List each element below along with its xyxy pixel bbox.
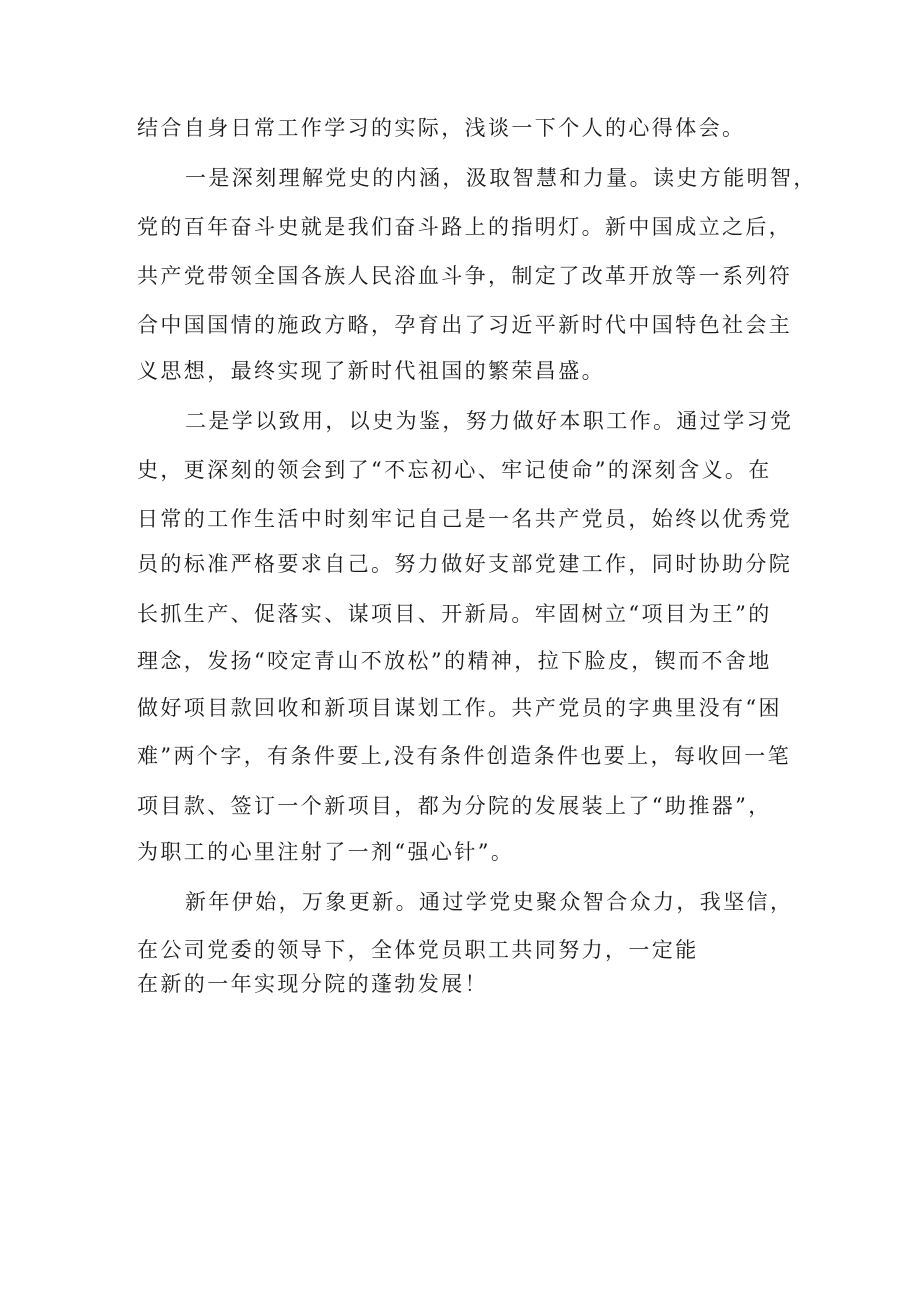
text-line: 为职工的心里注射了一剂“强心针”。 [137,840,515,864]
text-line: 合中国国情的施政方略，孕育出了习近平新时代中国特色社会主 [137,313,793,337]
text-line: 员的标准严格要求自己。努力做好支部党建工作，同时协助分院 [137,552,793,576]
text-line: 项目款、签订一个新项目，都为分院的发展装上了“助推器”， [137,794,772,818]
text-line: 义思想，最终实现了新时代祖国的繁荣昌盛。 [137,359,605,383]
text-line: 共产党带领全国各族人民浴血斗争，制定了改革开放等一系列符 [137,264,793,288]
text-line: 日常的工作生活中时刻牢记自己是一名共产党员，始终以优秀党 [137,507,793,531]
text-line: 难”两个字，有条件要上,没有条件创造条件也要上，每收回一笔 [137,744,792,768]
text-line: 新年伊始，万象更新。通过学党史聚众智合众力，我坚信， [185,890,794,914]
text-line: 史，更深刻的领会到了“不忘初心、牢记使命”的深刻含义。在 [137,458,772,482]
text-line: 结合自身日常工作学习的实际，浅谈一下个人的心得体会。 [137,116,746,140]
text-line: 二是学以致用，以史为鉴，努力做好本职工作。通过学习党 [185,409,794,433]
text-line: 在公司党委的领导下，全体党员职工共同努力，一定能 [137,938,699,962]
text-line: 长抓生产、促落实、谋项目、开新局。牢固树立“项目为王”的 [137,602,772,626]
text-line: 党的百年奋斗史就是我们奋斗路上的指明灯。新中国成立之后， [137,215,793,239]
text-line: 理念，发扬“咬定青山不放松”的精神，拉下脸皮，锲而不舍地 [137,649,772,673]
text-line: 在新的一年实现分院的蓬勃发展！ [137,972,488,996]
text-line: 做好项目款回收和新项目谋划工作。共产党员的字典里没有“困 [137,696,782,720]
text-line: 一是深刻理解党史的内涵，汲取智慧和力量。读史方能明智， [185,166,817,190]
